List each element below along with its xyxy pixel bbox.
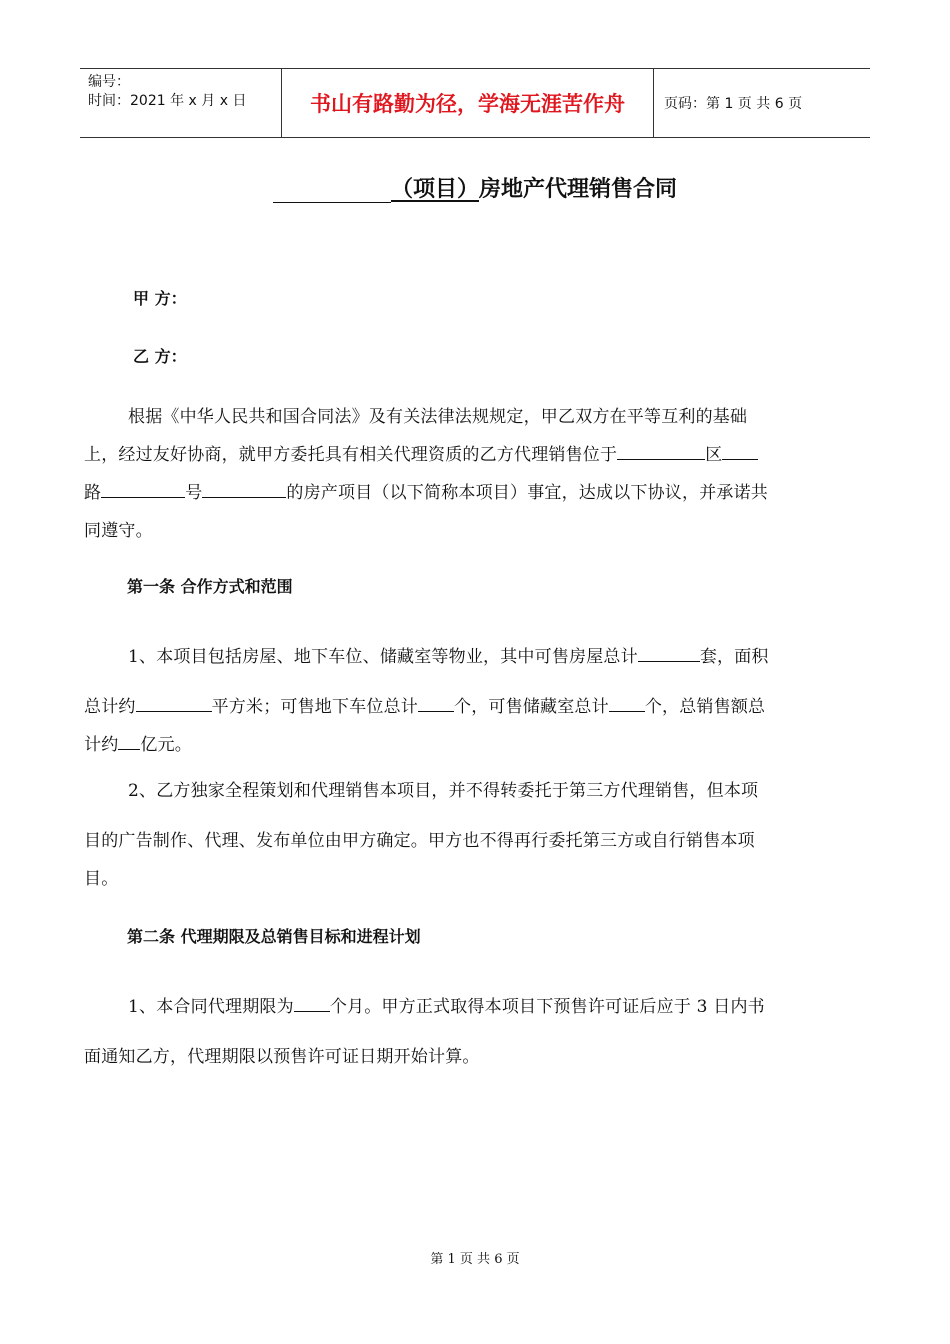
section-1-heading: 第一条 合作方式和范围 (127, 577, 293, 596)
s1-text: 个，总销售额总 (644, 697, 766, 717)
blank-storage (609, 695, 645, 712)
s1-text: 总计约 (84, 697, 136, 717)
s1-text: 个，可售储藏室总计 (454, 697, 609, 717)
s1-item1-line-1 (84, 642, 878, 667)
s2-text: 个月。甲方正式取得本项目下预售许可证后应于 3 日内书 (329, 997, 765, 1017)
intro-text: 区 (705, 445, 723, 465)
intro-text: 路 (84, 483, 102, 503)
s2-text: 1、本合同代理期限为 (128, 997, 294, 1017)
s1-text: 亿元。 (140, 735, 193, 755)
intro-text: 号 (185, 483, 203, 503)
header-motto: 书山有路勤为径，学海无涯苦作舟 (282, 69, 654, 137)
party-a: 甲 方： (133, 289, 187, 308)
s2-item1-line-2: 面通知乙方，代理期限以预售许可证日期开始计算。 (84, 1047, 480, 1067)
intro-line-4: 同遵守。 (84, 521, 153, 541)
blank-road (722, 443, 758, 460)
s1-item1-line-3 (84, 730, 834, 755)
code-label: 编号： (88, 74, 130, 90)
title-rest: 房地产代理销售合同 (479, 177, 678, 202)
s1-text: 套，面积 (699, 647, 769, 667)
intro-line-2 (84, 440, 834, 465)
s1-text: 平方米；可售地下车位总计 (211, 697, 419, 717)
s2-item1-line-1 (84, 992, 878, 1017)
section-2-heading: 第二条 代理期限及总销售目标和进程计划 (127, 927, 421, 946)
page-footer: 第 1 页 共 6 页 (430, 1252, 520, 1267)
intro-text: 上，经过友好协商，就甲方委托具有相关代理资质的乙方代理销售位于 (84, 445, 618, 465)
title-blank (273, 176, 391, 203)
blank-district (617, 443, 705, 460)
s1-item2-line-2: 目的广告制作、代理、发布单位由甲方确定。甲方也不得再行委托第三方或自行销售本项 (84, 831, 755, 851)
header-meta (80, 69, 282, 137)
blank-total-sales (118, 733, 140, 750)
s1-text: 计约 (84, 735, 119, 755)
blank-area (136, 695, 212, 712)
s1-item1-line-2 (84, 692, 834, 717)
blank-road-name (101, 481, 185, 498)
blank-houses (638, 645, 700, 662)
intro-text: 的房产项目（以下简称本项目）事宜，达成以下协议，并承诺共 (286, 483, 769, 503)
page-header (80, 68, 870, 138)
s1-text: 1、本项目包括房屋、地下车位、储藏室等物业，其中可售房屋总计 (128, 647, 638, 667)
header-page-info: 页码：第 1 页 共 6 页 (664, 96, 803, 112)
party-b: 乙 方： (133, 347, 187, 366)
blank-parking (418, 695, 454, 712)
intro-line-1: 根据《中华人民共和国合同法》及有关法律法规规定，甲乙双方在平等互利的基础 (128, 407, 748, 427)
intro-line-3 (84, 478, 834, 503)
s1-item2-line-1: 2、乙方独家全程策划和代理销售本项目，并不得转委托于第三方代理销售，但本项 (128, 781, 759, 801)
blank-number (202, 481, 286, 498)
blank-months (294, 995, 330, 1012)
s1-item2-line-3: 目。 (84, 869, 119, 889)
document-title (0, 172, 950, 203)
time-label: 时间：2021 年 x 月 x 日 (88, 93, 247, 109)
title-project: （项目） (390, 177, 479, 202)
